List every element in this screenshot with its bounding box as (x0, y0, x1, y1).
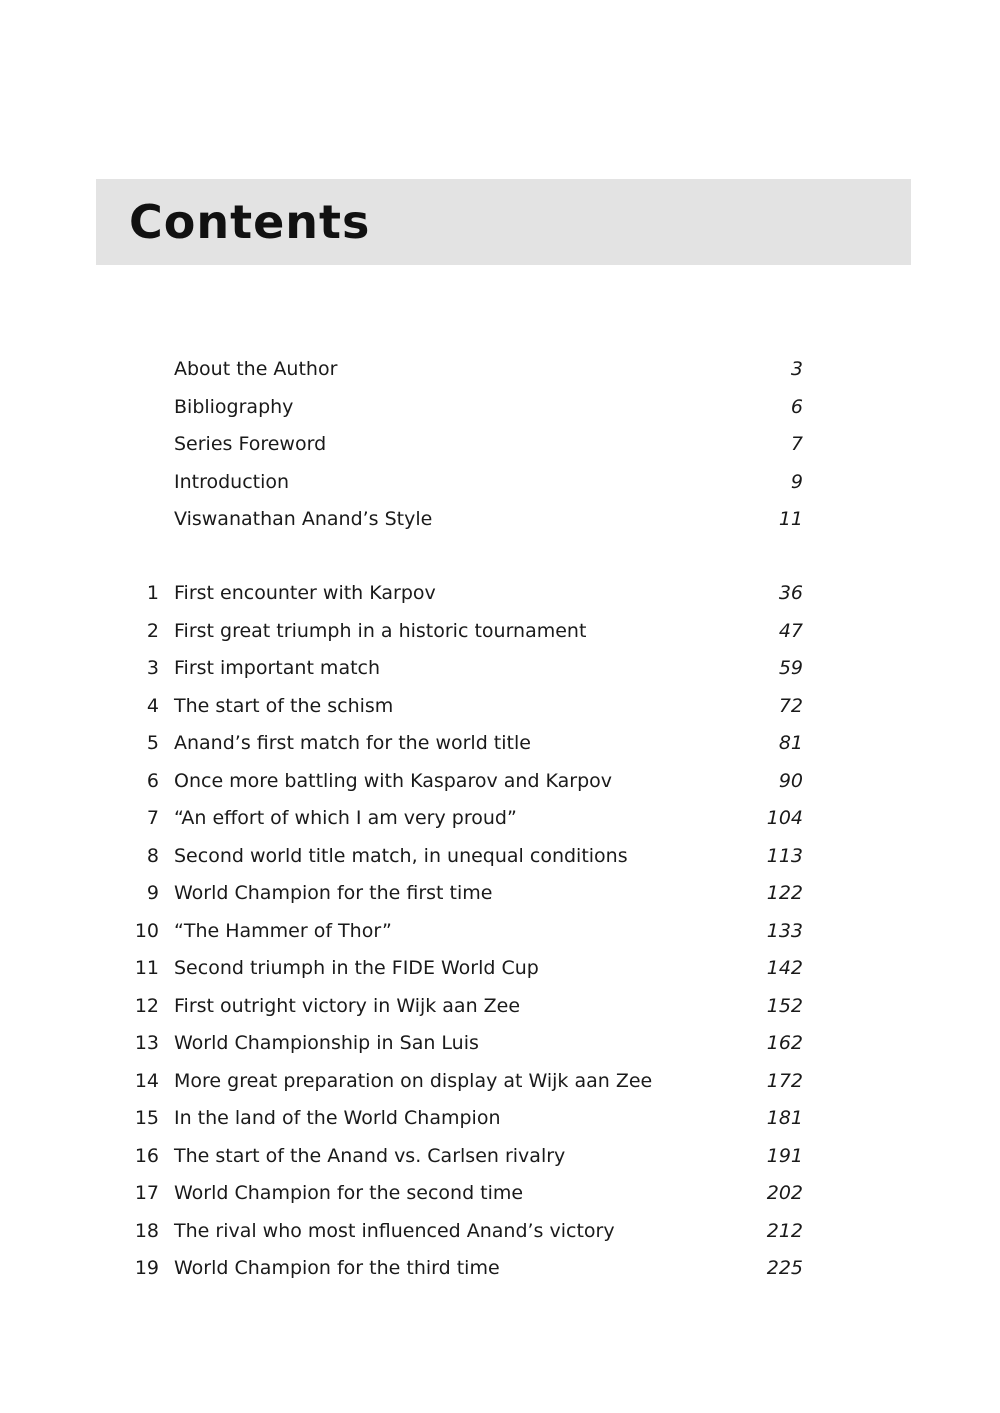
page-number: 162 (766, 1032, 803, 1054)
page-number: 6 (790, 395, 803, 418)
page-number: 81 (778, 732, 803, 754)
toc-entry (0, 1141, 1000, 1171)
chapter-number: 11 (134, 957, 159, 979)
entry-title: About the Author (174, 358, 338, 380)
toc-entry (0, 504, 1000, 534)
page-number: 9 (790, 470, 803, 493)
chapter-number: 13 (134, 1032, 159, 1054)
toc-entry (0, 991, 1000, 1021)
toc-entry (0, 953, 1000, 983)
page-number: 104 (766, 807, 803, 829)
entry-title: First great triumph in a historic tournament (174, 619, 587, 642)
toc-entry (0, 467, 1000, 497)
page-number: 122 (766, 882, 803, 904)
page-number: 191 (766, 1144, 803, 1167)
chapter-number: 14 (134, 1069, 159, 1092)
entry-title: Once more battling with Kasparov and Karpov (174, 769, 613, 792)
chapter-number: 17 (134, 1182, 159, 1204)
page-title: Contents (129, 195, 371, 249)
toc-entry (0, 578, 1000, 608)
toc-entry (0, 1253, 1000, 1283)
entry-title: Second triumph in the FIDE World Cup (174, 957, 539, 979)
toc-entry (0, 616, 1000, 646)
entry-title: Introduction (174, 470, 290, 493)
entry-title: The start of the Anand vs. Carlsen rivalry (174, 1144, 566, 1167)
chapter-number: 8 (146, 844, 159, 867)
entry-title: Bibliography (174, 395, 294, 418)
page-number: 47 (778, 619, 803, 642)
toc-entry (0, 653, 1000, 683)
page-number: 7 (790, 433, 803, 455)
toc-entry (0, 878, 1000, 908)
page-number: 202 (766, 1182, 803, 1204)
chapter-number: 4 (146, 694, 159, 717)
entry-title: Series Foreword (174, 433, 327, 455)
chapter-number: 3 (146, 657, 159, 679)
page-number: 172 (766, 1069, 803, 1092)
toc-entry (0, 728, 1000, 758)
toc-entry (0, 803, 1000, 833)
entry-title: The start of the schism (174, 694, 394, 717)
page-number: 36 (778, 582, 803, 604)
toc-entry (0, 1178, 1000, 1208)
entry-title: Viswanathan Anand’s Style (174, 508, 433, 530)
toc-entry (0, 841, 1000, 871)
page-number: 133 (766, 919, 803, 942)
toc-entry (0, 916, 1000, 946)
chapter-number: 18 (134, 1219, 159, 1242)
page-number: 152 (766, 994, 803, 1017)
page-number: 11 (778, 508, 803, 530)
chapter-number: 9 (146, 882, 159, 904)
chapter-number: 2 (146, 619, 159, 642)
chapter-number: 19 (134, 1257, 159, 1279)
entry-title: “An effort of which I am very proud” (174, 807, 517, 829)
toc-entry (0, 429, 1000, 459)
entry-title: World Champion for the second time (174, 1182, 524, 1204)
entry-title: Second world title match, in unequal conditions (174, 844, 628, 867)
chapter-number: 6 (146, 769, 159, 792)
entry-title: The rival who most influenced Anand’s victory (174, 1219, 615, 1242)
toc-entry (0, 691, 1000, 721)
chapter-number: 10 (134, 919, 159, 942)
entry-title: World Championship in San Luis (174, 1032, 479, 1054)
page-number: 90 (778, 769, 803, 792)
page-number: 212 (766, 1219, 803, 1242)
page-number: 3 (790, 358, 803, 380)
entry-title: World Champion for the third time (174, 1257, 500, 1279)
entry-title: “The Hammer of Thor” (174, 919, 392, 942)
page-number: 142 (766, 957, 803, 979)
page-number: 225 (766, 1257, 803, 1279)
chapter-number: 12 (134, 994, 159, 1017)
entry-title: More great preparation on display at Wijk aan Zee (174, 1069, 653, 1092)
toc-entry (0, 766, 1000, 796)
page-number: 181 (766, 1107, 803, 1129)
toc-entry (0, 1216, 1000, 1246)
toc-entry (0, 1028, 1000, 1058)
toc-entry (0, 1103, 1000, 1133)
toc-entry (0, 1066, 1000, 1096)
chapter-number: 15 (134, 1107, 159, 1129)
entry-title: In the land of the World Champion (174, 1107, 501, 1129)
entry-title: World Champion for the first time (174, 882, 493, 904)
entry-title: Anand’s first match for the world title (174, 732, 531, 754)
page-number: 113 (766, 844, 803, 867)
toc-entry (0, 392, 1000, 422)
chapter-number: 7 (146, 807, 159, 829)
entry-title: First outright victory in Wijk aan Zee (174, 994, 521, 1017)
entry-title: First encounter with Karpov (174, 582, 436, 604)
page-number: 59 (778, 657, 803, 679)
entry-title: First important match (174, 657, 381, 679)
chapter-number: 1 (146, 582, 159, 604)
page-number: 72 (778, 694, 803, 717)
chapter-number: 16 (134, 1144, 159, 1167)
toc-entry (0, 354, 1000, 384)
chapter-number: 5 (146, 732, 159, 754)
